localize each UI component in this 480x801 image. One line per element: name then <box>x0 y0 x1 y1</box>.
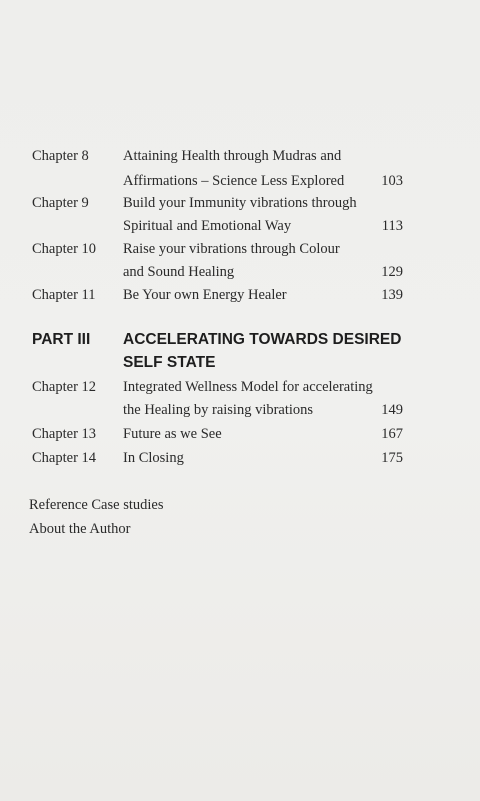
part-title: SELF STATE <box>123 354 216 371</box>
chapter-title: Build your Immunity vibrations through <box>123 195 357 211</box>
chapter-title: In Closing <box>123 450 184 466</box>
page-number: 175 <box>381 450 403 466</box>
page-number: 103 <box>381 173 403 189</box>
back-matter-item: Reference Case studies <box>29 497 164 513</box>
page-number: 139 <box>381 287 403 303</box>
chapter-title: Integrated Wellness Model for accelerating <box>123 379 373 395</box>
toc-entry-continuation <box>0 261 480 283</box>
chapter-title: and Sound Healing <box>123 264 235 280</box>
part-heading <box>0 328 480 352</box>
chapter-title: Future as we See <box>123 426 222 442</box>
part-label: PART III <box>32 331 91 348</box>
chapter-title: the Healing by raising vibrations <box>123 402 314 418</box>
toc-entry-continuation <box>0 215 480 237</box>
chapter-number: Chapter 10 <box>32 241 97 257</box>
chapter-number: Chapter 11 <box>32 287 96 303</box>
chapter-number: Chapter 12 <box>32 379 97 395</box>
chapter-number: Chapter 14 <box>32 450 97 466</box>
toc-entry <box>0 238 480 260</box>
page-number: 113 <box>381 218 403 234</box>
toc-entry <box>0 192 480 214</box>
toc-entry <box>0 423 480 445</box>
page-number: 167 <box>381 426 403 442</box>
chapter-number: Chapter 9 <box>32 195 89 211</box>
toc-entry <box>0 376 480 398</box>
back-matter-item: About the Author <box>29 521 131 537</box>
chapter-title: Spiritual and Emotional Way <box>123 218 292 234</box>
chapter-title: Affirmations – Science Less Explored <box>123 173 345 189</box>
toc-entry <box>0 447 480 469</box>
toc-entry-continuation <box>0 399 480 421</box>
chapter-number: Chapter 8 <box>32 148 89 164</box>
toc-entry <box>0 145 480 167</box>
toc-entry-continuation <box>0 170 480 192</box>
part-title: ACCELERATING TOWARDS DESIRED <box>123 331 402 348</box>
chapter-title: Be Your own Energy Healer <box>123 287 287 303</box>
toc-entry <box>0 284 480 306</box>
chapter-title: Raise your vibrations through Colour <box>123 241 340 257</box>
chapter-number: Chapter 13 <box>32 426 97 442</box>
chapter-title: Attaining Health through Mudras and <box>123 148 342 164</box>
page-number: 129 <box>381 264 403 280</box>
page-number: 149 <box>381 402 403 418</box>
part-heading-continuation <box>0 351 480 375</box>
